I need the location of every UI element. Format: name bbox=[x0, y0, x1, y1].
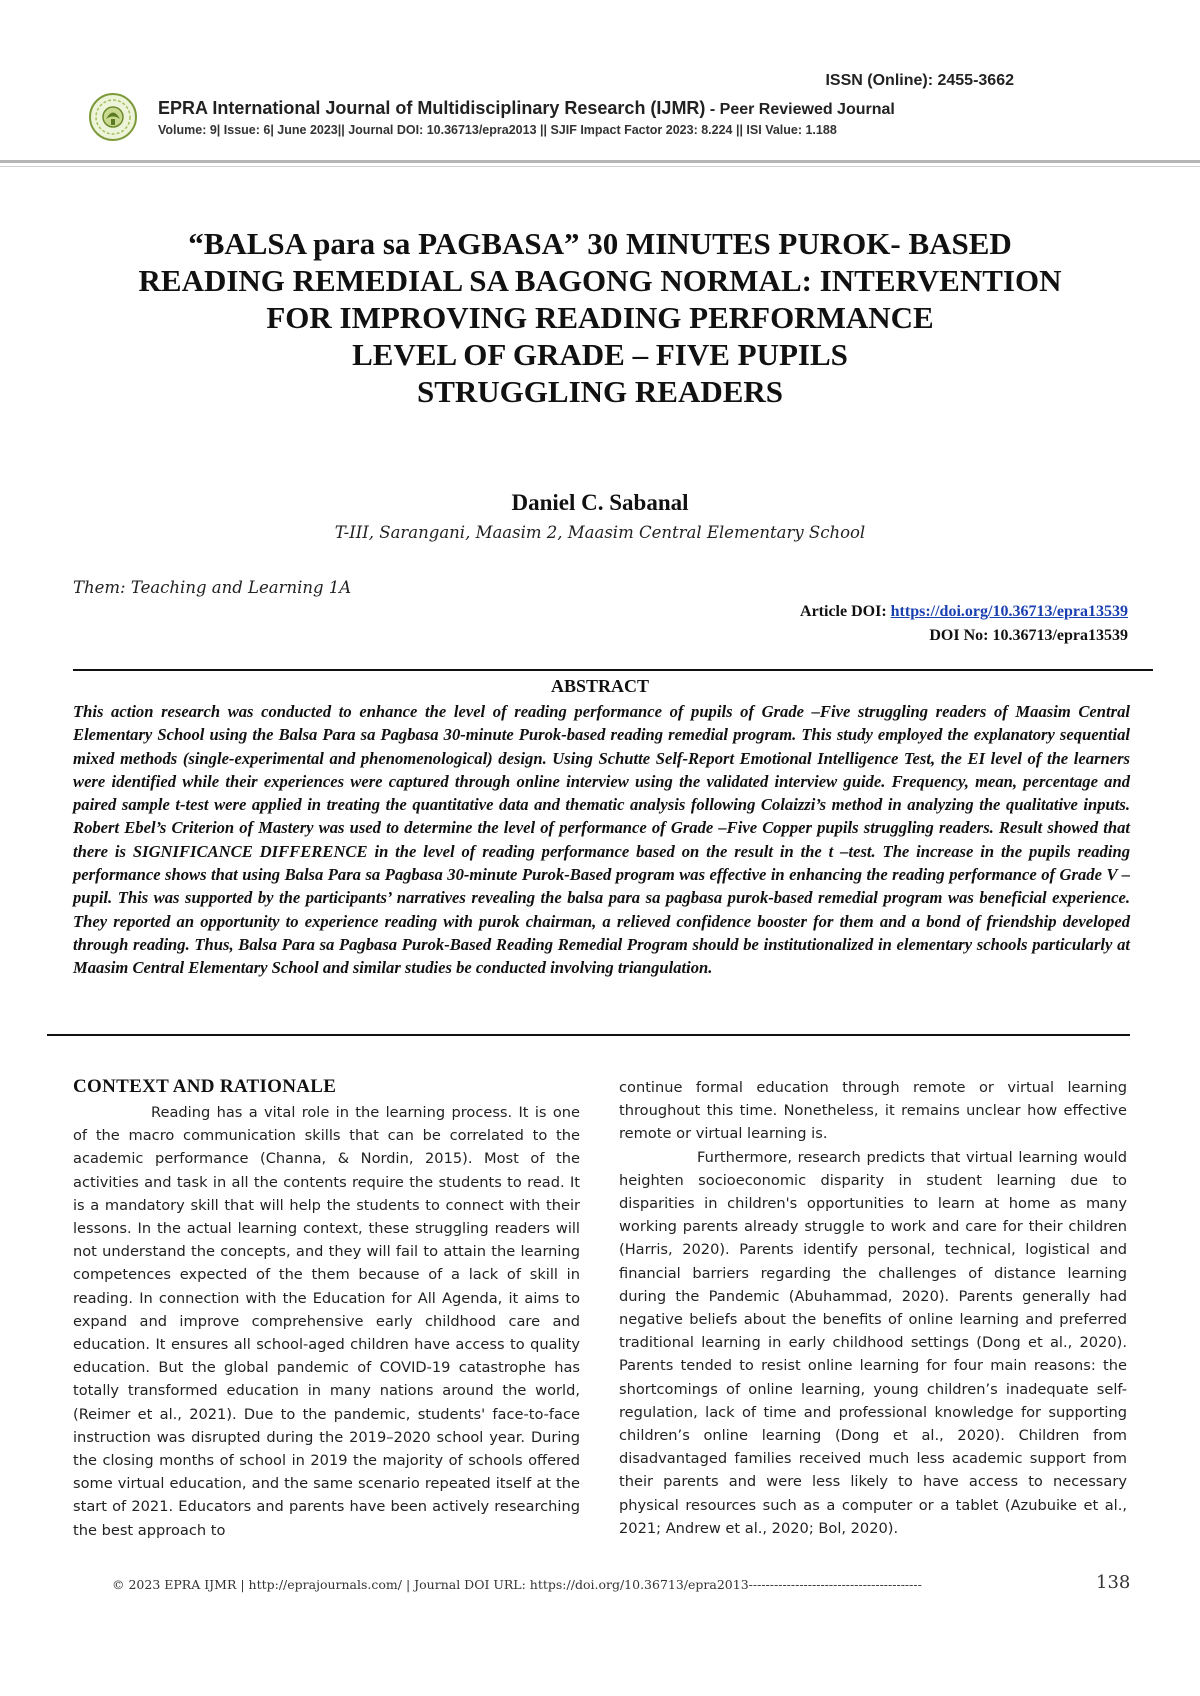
title-line: “BALSA para sa PAGBASA” 30 MINUTES PUROK- BASED bbox=[188, 226, 1012, 261]
title-line: LEVEL OF GRADE – FIVE PUPILS bbox=[352, 337, 848, 372]
paper-theme: Them: Teaching and Learning 1A bbox=[73, 578, 352, 597]
doi-link[interactable]: https://doi.org/10.36713/epra13539 bbox=[890, 603, 1128, 620]
title-line: READING REMEDIAL SA BAGONG NORMAL: INTERVENTION bbox=[138, 263, 1062, 298]
title-line: FOR IMPROVING READING PERFORMANCE bbox=[266, 300, 934, 335]
section-heading: CONTEXT AND RATIONALE bbox=[73, 1076, 337, 1097]
page-footer: © 2023 EPRA IJMR | http://eprajournals.com/ | Journal DOI URL: https://doi.org/10.36713/epra2013----------------------------------------- bbox=[112, 1577, 922, 1592]
issn: ISSN (Online): 2455-3662 bbox=[825, 72, 1014, 89]
abstract-bottom-rule bbox=[47, 1034, 1130, 1036]
doi-number: DOI No: 10.36713/epra13539 bbox=[929, 627, 1128, 644]
doi-label: Article DOI: bbox=[800, 603, 891, 620]
paper-title bbox=[40, 225, 1160, 410]
article-doi bbox=[800, 603, 1128, 621]
journal-seal-icon bbox=[88, 92, 138, 142]
peer-reviewed-label: - Peer Reviewed Journal bbox=[705, 101, 895, 118]
body-paragraph: Furthermore, research predicts that virtual learning would heighten socioeconomic disparity in student learning due to disparities in children's opportunities to learn at home as many working parents already struggle to work and care for their children (Harris, 2020). Parents identify personal, technical, logistical and financial barriers regarding the challenges of distance learning during the Pandemic (Abuhammad, 2020). Parents generally had negative beliefs about the benefits of online learning and preferred traditional learning in early childhood settings (Dong et al., 2020). Parents tended to resist online learning for four main reasons: the shortcomings of online learning, young children’s inadequate self-regulation, lack of time and professional knowledge for supporting children’s online learning (Dong et al., 2020). Children from disadvantaged families received much less academic support from their parents and were less likely to have access to necessary physical resources such as a computer or a tablet (Azubuike et al., 2021; Andrew et al., 2020; Bol, 2020). bbox=[619, 1148, 1127, 1537]
abstract-top-rule bbox=[73, 669, 1153, 671]
header-divider-thin bbox=[0, 166, 1200, 167]
abstract-heading: ABSTRACT bbox=[550, 676, 650, 696]
right-column bbox=[619, 1076, 1127, 1540]
journal-info: Volume: 9| Issue: 6| June 2023|| Journal DOI: 10.36713/epra2013 || SJIF Impact Factor 2023: 8.224 || ISI Value: 1.188 bbox=[158, 123, 837, 137]
left-column bbox=[73, 1101, 580, 1542]
header-divider bbox=[0, 160, 1200, 163]
body-paragraph: continue formal education through remote or virtual learning throughout this time. Nonetheless, it remains unclear how effective remote or virtual learning is. bbox=[619, 1079, 1127, 1143]
author-affiliation: T-III, Sarangani, Maasim 2, Maasim Central Elementary School bbox=[334, 523, 866, 542]
page-number: 138 bbox=[1096, 1572, 1131, 1593]
journal-title: EPRA International Journal of Multidisciplinary Research (IJMR) bbox=[158, 98, 706, 118]
journal-name bbox=[158, 98, 895, 119]
body-paragraph: Reading has a vital role in the learning process. It is one of the macro communication skills that can be correlated to the academic performance (Channa, & Nordin, 2015). Most of the activities and task in all the contents require the students to read. It is a mandatory skill that will help the students to connect with their lessons. In the actual learning context, these struggling readers will not understand the concepts, and they will fail to attain the learning competences expected of the them because of a lack of skill in reading. In connection with the Education for All Agenda, it aims to expand and improve comprehensive early childhood care and education. It ensures all school-aged children have access to quality education. But the global pandemic of COVID-19 catastrophe has totally transformed education in many nations around the world, (Reimer et al., 2021). Due to the pandemic, students' face-to-face instruction was disrupted during the 2019–2020 school year. During the closing months of school in 2019 the majority of schools offered some virtual education, and the same scenario repeated itself at the start of 2021. Educators and parents have been actively researching the best approach to bbox=[73, 1104, 580, 1539]
title-line: STRUGGLING READERS bbox=[416, 374, 784, 409]
author-name: Daniel C. Sabanal bbox=[511, 490, 689, 515]
abstract-text: This action research was conducted to enhance the level of reading performance of pupils of Grade –Five struggling readers of Maasim Central Elementary School using the Balsa Para sa Pagbasa 30-minute Purok-based reading remedial program. This study employed the explanatory sequential mixed methods (single-experimental and phenomenological) design. Using Schutte Self-Report Emotional Intelligence Test, the EI level of the learners were identified while their experiences were captured through online interview using the validated interview guide. Frequency, mean, percentage and paired sample t-test were applied in treating the quantitative data and thematic analysis following Colaizzi’s method in analyzing the qualitative inputs. Robert Ebel’s Criterion of Mastery was used to determine the level of performance of Grade –Five Copper pupils struggling readers. Result showed that there is SIGNIFICANCE DIFFERENCE in the level of reading performance based on the result in the t –test. The increase in the pupils reading performance shows that using Balsa Para sa Pagbasa 30-minute Purok-Based program was effective in enhancing the reading performance of Grade V –pupil. This was supported by the participants’ narratives revealing the balsa para sa pagbasa purok-based remedial program was beneficial experience. They reported an opportunity to experience reading with purok chairman, a relieved confidence booster for them and a bond of friendship developed through reading. Thus, Balsa Para sa Pagbasa Purok-Based Reading Remedial Program should be institutionalized in elementary schools particularly at Maasim Central Elementary School and similar studies be conducted involving triangulation. bbox=[73, 702, 1130, 978]
